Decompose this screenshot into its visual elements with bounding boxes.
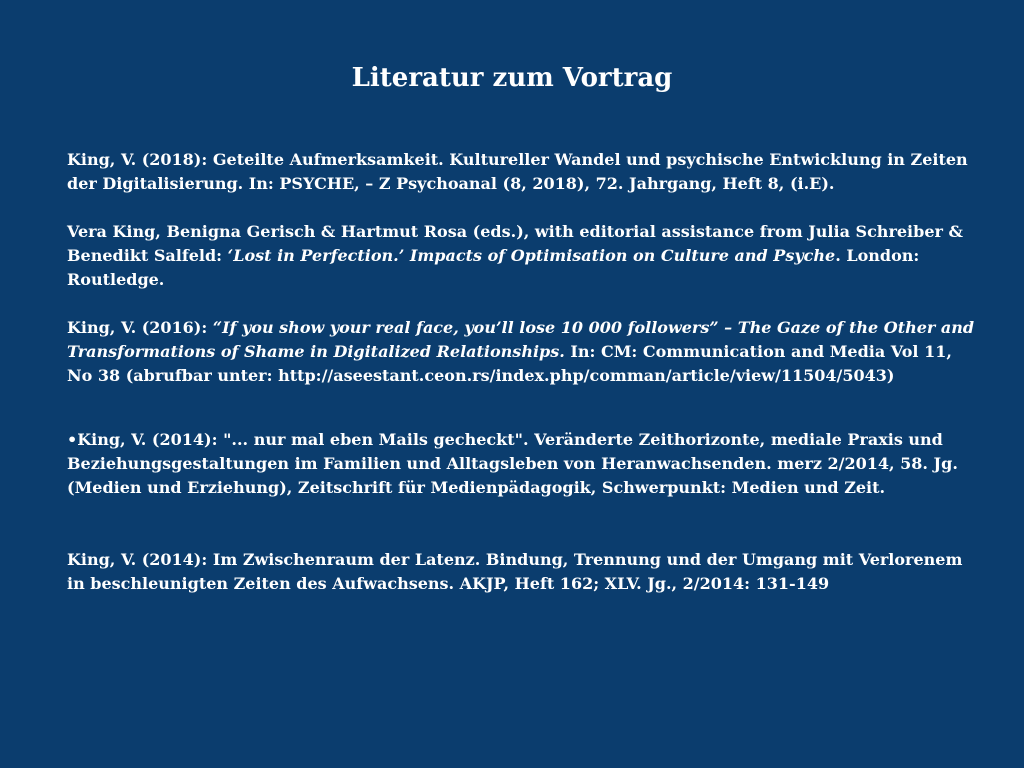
reference-title-italic: ‘Lost in Perfection.’ Impacts of Optimisation on Culture and Psyche xyxy=(227,246,836,265)
reference-text: Vera King, Benigna Gerisch & Hartmut Rosa (eds.), with editorial assistance from Julia Schreiber & Benedikt Salfeld: xyxy=(67,222,963,265)
reference-item xyxy=(67,148,977,196)
slide-title: Literatur zum Vortrag xyxy=(351,63,673,93)
reference-item xyxy=(67,428,977,500)
reference-item xyxy=(67,548,977,596)
reference-text: •King, V. (2014): "... nur mal eben Mails gecheckt". Veränderte Zeithorizonte, mediale Praxis und Beziehungsgestaltungen im Familien und Alltagsleben von Heranwachsenden. merz 2/2014, 58. Jg. (Medien und Erziehung), Zeitschrift für Medienpädagogik, Schwerpunkt: Medien und Zeit. xyxy=(67,430,958,497)
reference-text: . London: Routledge. xyxy=(67,246,920,289)
reference-text: King, V. (2018): Geteilte Aufmerksamkeit. Kultureller Wandel und psychische Entwicklung in Zeiten der Digitalisierung. In: PSYCHE, – Z Psychoanal (8, 2018), 72. Jahrgang, Heft 8, (i.E). xyxy=(67,150,968,193)
reference-title-italic: “If you show your real face, you’ll lose 10 000 followers” – The Gaze of the Other and Transformations of Shame in Digitalized Relationships. xyxy=(67,318,975,361)
reference-text: King, V. (2016): xyxy=(67,318,213,337)
reference-text: King, V. (2014): Im Zwischenraum der Latenz. Bindung, Trennung und der Umgang mit Verlorenem in beschleunigten Zeiten des Aufwachsens. AKJP, Heft 162; XLV. Jg., 2/2014: 131-149 xyxy=(67,550,963,593)
reference-text: In: CM: Communication and Media Vol 11, No 38 (abrufbar unter: http://aseestant.ceon.rs/index.php/comman/article/view/11504/5043) xyxy=(67,342,952,385)
reference-list xyxy=(67,148,977,596)
reference-item xyxy=(67,220,977,292)
reference-item xyxy=(67,316,977,388)
